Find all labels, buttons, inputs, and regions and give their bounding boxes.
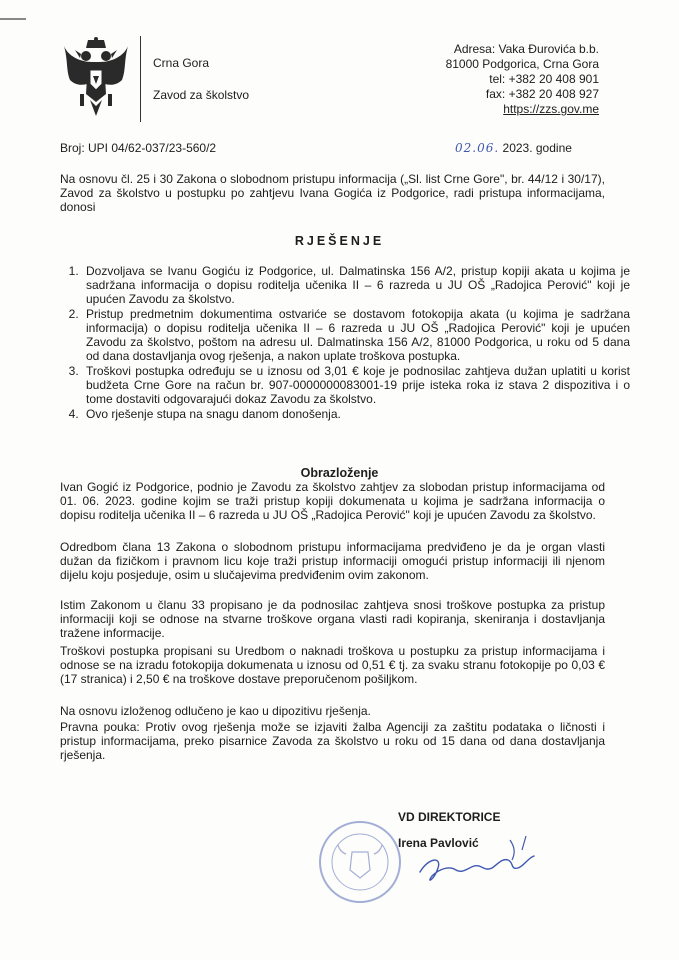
official-stamp-icon [316, 818, 404, 906]
handwritten-date: 02.06. [455, 141, 500, 155]
address-street: Adresa: Vaka Đurovića b.b. [453, 42, 599, 56]
fax-number: fax: +382 20 408 927 [485, 87, 599, 101]
decision-item-3: 3. Troškovi postupka određuju se u iznosu od 3,01 € koje je podnosilac zahtjeva dužan uplatiti u korist budžeta Crne Gore na račun br. 907-0000000083001-19 prije isteka roka iz stava 2 dispozitiva i o tome dostaviti odgovarajući dokaz Zavodu za školstvo. [82, 364, 630, 406]
intro-paragraph: Na osnovu čl. 25 i 30 Zakona o slobodnom pristupu informacija („Sl. list Crne Gore", br. 44/12 i 30/17), Zavod za školstvo u postupku po zahtjevu Ivana Gogića iz Podgorice, radi pristupa informacijama, donosi [60, 172, 605, 214]
coat-of-arms-icon [62, 36, 130, 120]
header-divider [140, 36, 141, 122]
decision-list [56, 264, 630, 422]
date-year: 2023. godine [502, 141, 572, 155]
decision-item-4: 4. Ovo rješenje stupa na snagu danom donošenja. [82, 407, 630, 421]
decision-item-1: 1. Dozvoljava se Ivanu Gogiću iz Podgorice, ul. Dalmatinska 156 A/2, pristup kopiji akata u kojima je sadržana informacija o dopisu roditelja učenika II – 6 razreda u JU OŠ „Radojica Perović" koji je upućen Zavodu za školstvo. [82, 264, 630, 306]
reasoning-paragraph-1: Ivan Gogić iz Podgorice, podnio je Zavodu za školstvo zahtjev za slobodan pristup informacijama od 01. 06. 2023. godine kojim se traži pristup kopiji dokumenata u kojima je sadržana informacija o dopisu roditelja učenika II – 6 razreda u JU OŠ „Radojica Perović" koji je upućen Zavodu za školstvo. [60, 480, 605, 522]
decision-title: RJEŠENJE [294, 234, 385, 248]
reasoning-title: Obrazloženje [300, 466, 379, 480]
handwritten-signature-icon [398, 828, 548, 898]
reasoning-paragraph-5: Na osnovu izloženog odlučeno je kao u dipozitivu rješenja. [60, 704, 371, 718]
phone-number: tel: +382 20 408 901 [489, 72, 599, 86]
reasoning-paragraph-6: Pravna pouka: Protiv ovog rješenja može se izjaviti žalba Agenciji za zaštitu podataka o ličnosti i pristup informacijama, preko pisarnice Zavoda za školstvo u roku od 15 dana od dana dostavljanja rješenja. [60, 720, 605, 762]
signatory-name: Irena Pavlović [398, 836, 479, 850]
institution-name: Zavod za školstvo [153, 88, 250, 102]
reasoning-paragraph-3: Istim Zakonom u članu 33 propisano je da podnosilac zahtjeva snosi troškove postupka za pristup informaciji koji se odnose na stvarne troškove organa vlasti radi kopiranja, skeniranja i dostavljanja tražene informacije. [60, 598, 605, 640]
document-date [455, 141, 572, 155]
country-name: Crna Gora [153, 56, 210, 70]
address-city: 81000 Podgorica, Crna Gora [445, 57, 599, 71]
website-link[interactable]: https://zzs.gov.me [503, 102, 599, 116]
signatory-title: VD DIREKTORICE [398, 810, 501, 824]
decision-item-2: 2. Pristup predmetnim dokumentima ostvariće se dostavom fotokopija akata (u kojima je sadržana informacija) o dopisu roditelja učenika II – 6 razreda u JU OŠ „Radojica Perović" koji je upućen Zavodu za školstvo, poštom na adresu ul. Dalmatinska 156 A/2, 81000 Podgorica, u roku od 5 dana od dana dostavljanja ovog rješenja, a nakon uplate troškova postupka. [82, 307, 630, 363]
reference-number: Broj: UPI 04/62-037/23-560/2 [60, 141, 217, 155]
reasoning-paragraph-4: Troškovi postupka propisani su Uredbom o naknadi troškova u postupku za pristup informacijama i odnose se na izradu fotokopija dokumenata u iznosu od 0,51 € tj. za svaku stranu fotokopije po 0,03 € (17 stranica) i 2,50 € na troškove dostave preporučenom pošiljkom. [60, 644, 605, 686]
address-block [446, 42, 599, 117]
reasoning-paragraph-2: Odredbom člana 13 Zakona o slobodnom pristupu informacijama predviđeno je da je organ vlasti dužan da fizičkom i pravnom licu koje traži pristup informaciji omogući pristup informaciji ili njenom dijelu koju posjeduje, osim u slučajevima predviđenim ovim zakonom. [60, 540, 605, 582]
scan-edge-mark [0, 18, 26, 20]
